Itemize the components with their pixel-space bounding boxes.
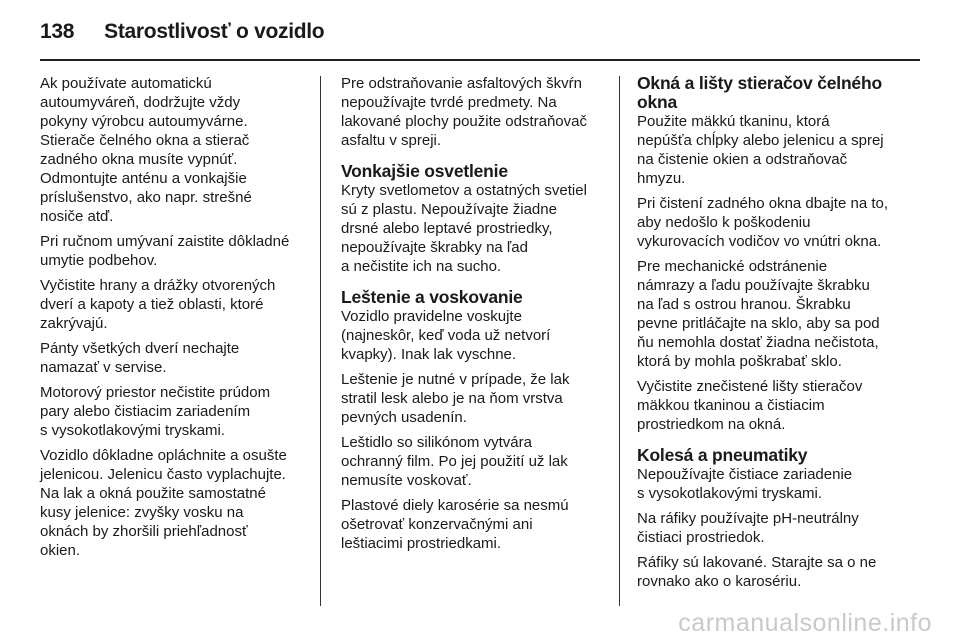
text-line: nepúšťa chĺpky alebo jelenicu a sprej	[637, 132, 884, 149]
text-line: nosiče atď.	[40, 208, 114, 225]
text-line: Leštidlo so silikónom vytvára	[341, 434, 532, 451]
column-divider	[320, 76, 321, 606]
text-line: ošetrovať konzervačnými ani	[341, 516, 533, 533]
text-line: nepoužívajte tvrdé predmety. Na	[341, 94, 557, 111]
text-line: pary alebo čistiacim zariadením	[40, 403, 251, 420]
text-line: nepoužívajte škrabky na ľad	[341, 239, 528, 256]
section-heading	[637, 74, 911, 112]
paragraph	[40, 383, 308, 440]
text-line: asfaltu v spreji.	[341, 132, 442, 149]
text-line: Pánty všetkých dverí nechajte	[40, 340, 240, 357]
heading-line: okna	[637, 92, 678, 112]
paragraph	[341, 74, 609, 150]
page-title: Starostlivosť o vozidlo	[104, 20, 325, 43]
text-line: rovnako ako o karosériu.	[637, 573, 802, 590]
text-line: dverí a kapoty a tiež oblasti, ktoré	[40, 296, 264, 313]
paragraph	[40, 339, 308, 377]
text-line: zakrývajú.	[40, 315, 108, 332]
text-line: Ak používate automatickú	[40, 75, 212, 92]
text-line: Pre odstraňovanie asfaltových škvŕn	[341, 75, 582, 92]
heading-line: Okná a lišty stieračov čelného	[637, 73, 882, 93]
text-line: s vysokotlakovými tryskami.	[40, 422, 226, 439]
text-line: Vozidlo pravidelne voskujte	[341, 308, 522, 325]
text-line: na čistenie okien a odstraňovač	[637, 151, 848, 168]
text-line: ktorá by mohla poškrabať sklo.	[637, 353, 842, 370]
text-line: Vyčistite znečistené lišty stieračov	[637, 378, 863, 395]
text-line: čistiaci prostriedok.	[637, 529, 765, 546]
paragraph	[341, 496, 609, 553]
text-line: leštiacimi prostriedkami.	[341, 535, 502, 552]
section-heading: Leštenie a voskovanie	[341, 287, 523, 307]
text-line: Nepoužívajte čistiace zariadenie	[637, 466, 853, 483]
text-line: zadného okna musíte vypnúť.	[40, 151, 238, 168]
section-heading: Vonkajšie osvetlenie	[341, 161, 508, 181]
text-line: mäkkou tkaninou a čistiacim	[637, 397, 825, 414]
paragraph	[341, 433, 609, 490]
text-line: prostriedkom na okná.	[637, 416, 786, 433]
text-line: kvapky). Inak lak vyschne.	[341, 346, 517, 363]
paragraph	[40, 232, 308, 270]
text-line: vykurovacích vodičov vo vnútri okna.	[637, 233, 882, 250]
paragraph	[637, 112, 911, 188]
text-line: ňu nemohla dostať žiadna nečistota,	[637, 334, 879, 351]
text-line: príslušenstvo, ako napr. strešné	[40, 189, 252, 206]
text-line: hmyzu.	[637, 170, 686, 187]
column-divider	[619, 76, 620, 606]
text-line: a nečistite ich na sucho.	[341, 258, 502, 275]
text-line: umytie podbehov.	[40, 252, 158, 269]
text-line: Ráfiky sú lakované. Starajte sa o ne	[637, 554, 877, 571]
text-column-1	[40, 74, 308, 566]
text-line: Motorový priestor nečistite prúdom	[40, 384, 271, 401]
page-number: 138	[40, 20, 75, 43]
paragraph	[40, 276, 308, 333]
text-line: Pri ručnom umývaní zaistite dôkladné	[40, 233, 290, 250]
text-line: sú z plastu. Nepoužívajte žiadne	[341, 201, 557, 218]
text-line: Pre mechanické odstránenie	[637, 258, 828, 275]
paragraph	[341, 307, 609, 364]
text-line: nemusíte voskovať.	[341, 472, 472, 489]
text-line: pevných usadenín.	[341, 409, 467, 426]
paragraph	[341, 370, 609, 427]
text-line: Vyčistite hrany a drážky otvorených	[40, 277, 276, 294]
text-line: ochranný film. Po jej použití už lak	[341, 453, 568, 470]
text-line: aby nedošlo k poškodeniu	[637, 214, 811, 231]
header-rule	[40, 59, 920, 61]
text-line: Kryty svetlometov a ostatných svetiel	[341, 182, 587, 199]
paragraph	[637, 377, 911, 434]
text-line: oknách by zhoršili priehľadnosť	[40, 523, 248, 540]
text-line: Na ráfiky používajte pH-neutrálny	[637, 510, 859, 527]
text-line: Stierače čelného okna a stierač	[40, 132, 250, 149]
paragraph	[40, 446, 308, 560]
paragraph	[637, 465, 911, 503]
text-column-3	[637, 74, 911, 597]
paragraph	[637, 553, 911, 591]
text-line: Odmontujte anténu a vonkajšie	[40, 170, 247, 187]
text-line: Pri čistení zadného okna dbajte na to,	[637, 195, 889, 212]
paragraph	[637, 257, 911, 371]
text-line: Vozidlo dôkladne opláchnite a osušte	[40, 447, 287, 464]
text-line: okien.	[40, 542, 81, 559]
paragraph	[40, 74, 308, 226]
text-line: lakované plochy použite odstraňovač	[341, 113, 587, 130]
text-line: jelenicou. Jelenicu často vyplachujte.	[40, 466, 286, 483]
paragraph	[637, 194, 911, 251]
text-line: Použite mäkkú tkaninu, ktorá	[637, 113, 830, 130]
text-line: pokyny výrobcu autoumyvárne.	[40, 113, 248, 130]
text-line: kusy jelenice: zvyšky vosku na	[40, 504, 244, 521]
watermark: carmanualsonline.info	[678, 609, 932, 637]
text-line: drsné alebo leptavé prostriedky,	[341, 220, 553, 237]
paragraph	[637, 509, 911, 547]
text-line: autoumyváreň, dodržujte vždy	[40, 94, 241, 111]
text-line: Plastové diely karosérie sa nesmú	[341, 497, 569, 514]
text-line: (najneskôr, keď voda už netvorí	[341, 327, 551, 344]
text-column-2	[341, 74, 609, 559]
text-line: Leštenie je nutné v prípade, že lak	[341, 371, 570, 388]
text-line: námrazy a ľadu používajte škrabku	[637, 277, 870, 294]
text-line: namazať v servise.	[40, 359, 167, 376]
text-line: s vysokotlakovými tryskami.	[637, 485, 823, 502]
paragraph	[341, 181, 609, 276]
text-line: Na lak a okná použite samostatné	[40, 485, 266, 502]
section-heading: Kolesá a pneumatiky	[637, 445, 808, 465]
text-line: stratil lesk alebo je na ňom vrstva	[341, 390, 563, 407]
text-line: pevne pritláčajte na sklo, aby sa pod	[637, 315, 880, 332]
page-header	[40, 14, 324, 50]
text-line: na ľad s ostrou hranou. Škrabku	[637, 296, 851, 313]
